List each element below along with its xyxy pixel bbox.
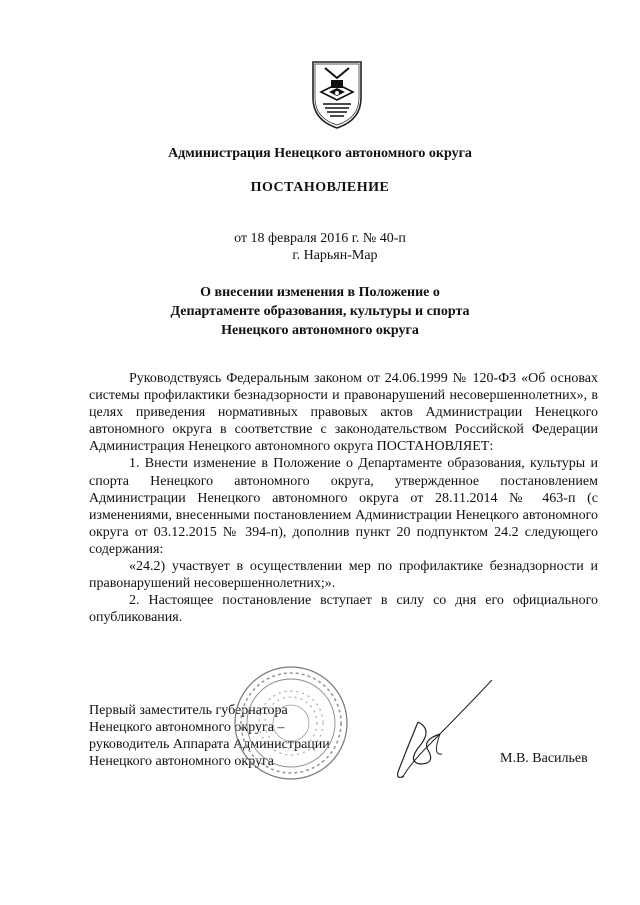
document-date-number: от 18 февраля 2016 г. № 40-п <box>234 231 406 246</box>
handwritten-signature-icon <box>388 676 500 786</box>
body-paragraph-item-2: 2. Настоящее постановление вступает в силу со дня его официального опубликования. <box>89 593 598 626</box>
title-line: О внесении изменения в Положение о <box>200 285 440 300</box>
position-line: Ненецкого автономного округа <box>89 754 274 769</box>
position-line: Ненецкого автономного округа – <box>89 720 285 735</box>
document-body <box>89 370 598 626</box>
title-line: Департаменте образования, культуры и спорта <box>170 304 470 319</box>
signer-name: М.В. Васильев <box>500 751 588 766</box>
document-city: г. Нарьян-Мар <box>292 248 378 263</box>
title-line: Ненецкого автономного округа <box>221 323 419 338</box>
body-paragraph-preamble: Руководствуясь Федеральным законом от 24.06.1999 № 120-ФЗ «Об основах системы профилактики безнадзорности и правонарушений несовершеннолетних», в целях приведения нормативных правовых актов Администрации Ненецкого автономного округа в соответствие с законодательством Российской Федерации Администрация Ненецкого автономного округа ПОСТАНОВЛЯЕТ: <box>89 371 598 455</box>
official-seal-icon <box>232 664 350 782</box>
organization-name: Администрация Ненецкого автономного округа <box>168 146 472 161</box>
coat-of-arms-icon <box>309 58 365 130</box>
position-line: руководитель Аппарата Администрации <box>89 737 330 752</box>
document-title <box>0 283 640 340</box>
document-type: ПОСТАНОВЛЕНИЕ <box>250 180 390 195</box>
body-paragraph-quote: «24.2) участвует в осуществлении мер по профилактике безнадзорности и правонарушений несовершеннолетних;». <box>89 559 598 592</box>
position-line: Первый заместитель губернатора <box>89 703 288 718</box>
body-paragraph-item-1: 1. Внести изменение в Положение о Департаменте образования, культуры и спорта Ненецкого автономного округа, утвержденное постановлением Администрации Ненецкого автономного округа от 28.11.2014 № 463-п (с изменениями, внесенными постановлением Администрации Ненецкого автономного округа от 03.12.2015 № 394-п), дополнив пункт 20 подпунктом 24.2 следующего содержания: <box>89 456 598 557</box>
